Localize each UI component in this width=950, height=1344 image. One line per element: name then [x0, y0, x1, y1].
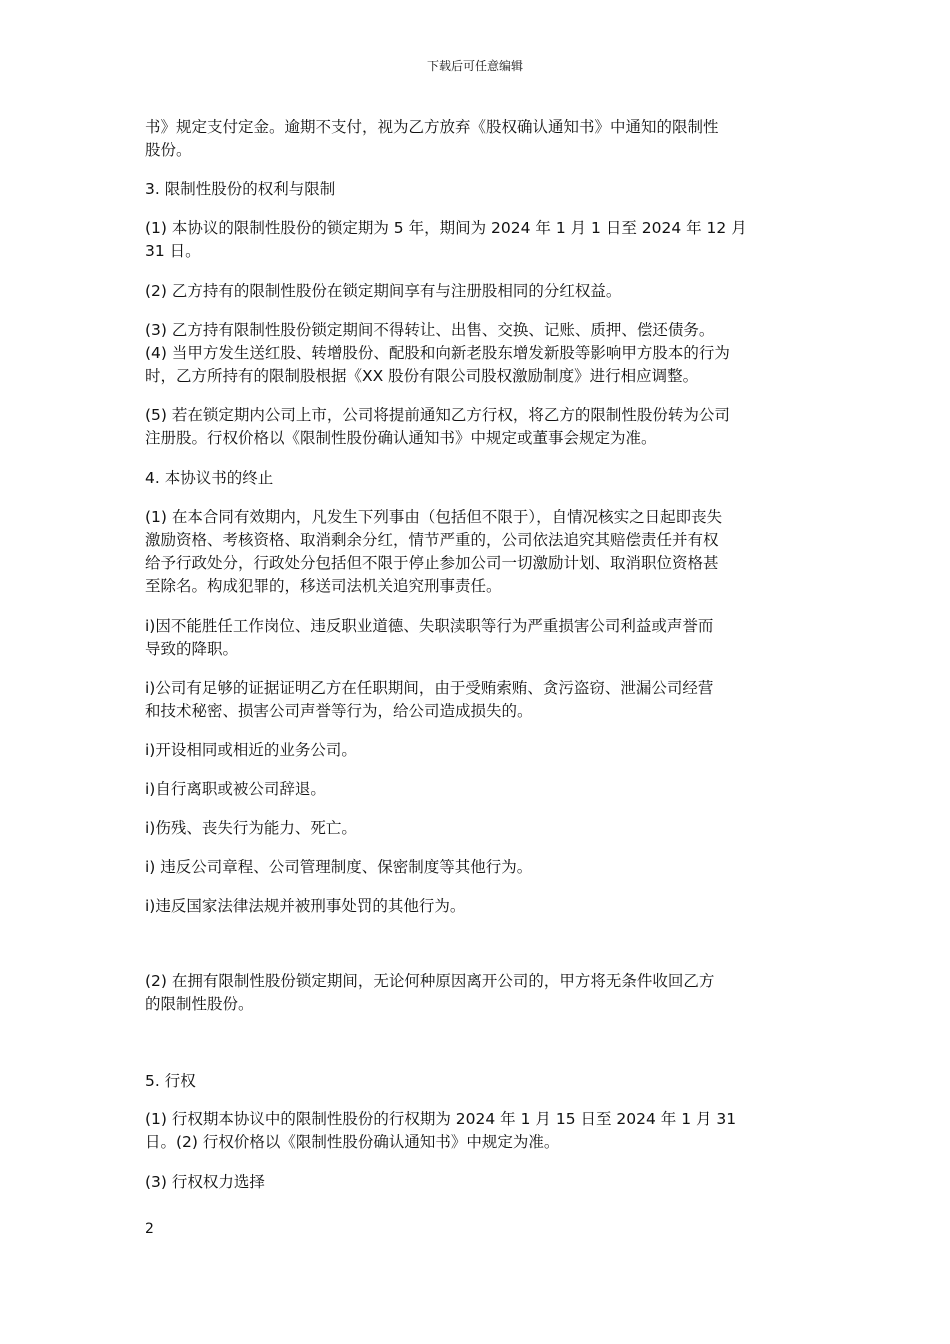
paragraph-forfeit — [145, 970, 815, 1016]
text-line: (5) 若在锁定期内公司上市，公司将提前通知乙方行权，将乙方的限制性股份转为公司 — [145, 406, 730, 424]
list-item — [145, 739, 815, 762]
text-line: i)开设相同或相近的业务公司。 — [145, 741, 357, 759]
text-line: 31 日。 — [145, 242, 201, 260]
section-heading-3 — [145, 178, 815, 201]
text-line: (1) 本协议的限制性股份的锁定期为 5 年，期间为 2024 年 1 月 1 日至 2024 年 12 月 — [145, 219, 747, 237]
paragraph-exercise-choice — [145, 1171, 815, 1194]
list-item — [145, 895, 815, 918]
list-item — [145, 677, 815, 723]
text-line: 4. 本协议书的终止 — [145, 469, 274, 487]
text-line: i) 违反公司章程、公司管理制度、保密制度等其他行为。 — [145, 858, 533, 876]
text-line: i)伤残、丧失行为能力、死亡。 — [145, 819, 357, 837]
text-line: (2) 乙方持有的限制性股份在锁定期间享有与注册股相同的分红权益。 — [145, 282, 622, 300]
text-line: 激励资格、考核资格、取消剩余分红，情节严重的，公司依法追究其赔偿责任并有权 — [145, 531, 719, 549]
text-line: 3. 限制性股份的权利与限制 — [145, 180, 336, 198]
paragraph-exercise-period — [145, 1108, 815, 1154]
text-line: 日。(2) 行权价格以《限制性股份确认通知书》中规定为准。 — [145, 1133, 560, 1151]
text-line: 导致的降职。 — [145, 640, 239, 658]
text-line: 的限制性股份。 — [145, 995, 254, 1013]
text-line: (2) 在拥有限制性股份锁定期间，无论何种原因离开公司的，甲方将无条件收回乙方 — [145, 972, 715, 990]
paragraph-deposit — [145, 116, 815, 162]
text-line: 至除名。构成犯罪的，移送司法机关追究刑事责任。 — [145, 577, 502, 595]
page-number: 2 — [145, 1221, 154, 1237]
paragraph-lock-period — [145, 217, 815, 263]
text-line: (1) 行权期本协议中的限制性股份的行权期为 2024 年 1 月 15 日至 2024 年 1 月 31 — [145, 1110, 737, 1128]
paragraph-termination — [145, 506, 815, 598]
text-line: 和技术秘密、损害公司声誉等行为，给公司造成损失的。 — [145, 702, 533, 720]
paragraph-dividend — [145, 280, 815, 303]
section-heading-5 — [145, 1070, 815, 1093]
text-line: 给予行政处分，行政处分包括但不限于停止参加公司一切激励计划、取消职位资格甚 — [145, 554, 719, 572]
list-item — [145, 817, 815, 840]
text-line: 书》规定支付定金。逾期不支付，视为乙方放弃《股权确认通知书》中通知的限制性 — [145, 118, 719, 136]
paragraph-restrictions — [145, 319, 815, 388]
text-line: (4) 当甲方发生送红股、转增股份、配股和向新老股东增发新股等影响甲方股本的行为 — [145, 344, 730, 362]
text-line: i)自行离职或被公司辞退。 — [145, 780, 326, 798]
list-item — [145, 856, 815, 879]
list-item — [145, 615, 815, 661]
text-line: i)公司有足够的证据证明乙方在任职期间，由于受贿索贿、贪污盗窃、泄漏公司经营 — [145, 679, 714, 697]
text-line: 股份。 — [145, 141, 192, 159]
text-line: (3) 行权权力选择 — [145, 1173, 265, 1191]
page-header: 下载后可任意编辑 — [426, 59, 523, 73]
text-line: 注册股。行权价格以《限制性股份确认通知书》中规定或董事会规定为准。 — [145, 429, 657, 447]
text-line: i)违反国家法律法规并被刑事处罚的其他行为。 — [145, 897, 466, 915]
section-heading-4 — [145, 467, 815, 490]
text-line: 时，乙方所持有的限制股根据《XX 股份有限公司股权激励制度》进行相应调整。 — [145, 367, 699, 385]
list-item — [145, 778, 815, 801]
text-line: (1) 在本合同有效期内，凡发生下列事由（包括但不限于），自情况核实之日起即丧失 — [145, 508, 723, 526]
text-line: i)因不能胜任工作岗位、违反职业道德、失职渎职等行为严重损害公司利益或声誉而 — [145, 617, 714, 635]
text-line: 5. 行权 — [145, 1072, 196, 1090]
text-line: (3) 乙方持有限制性股份锁定期间不得转让、出售、交换、记账、质押、偿还债务。 — [145, 321, 715, 339]
paragraph-listing — [145, 404, 815, 450]
